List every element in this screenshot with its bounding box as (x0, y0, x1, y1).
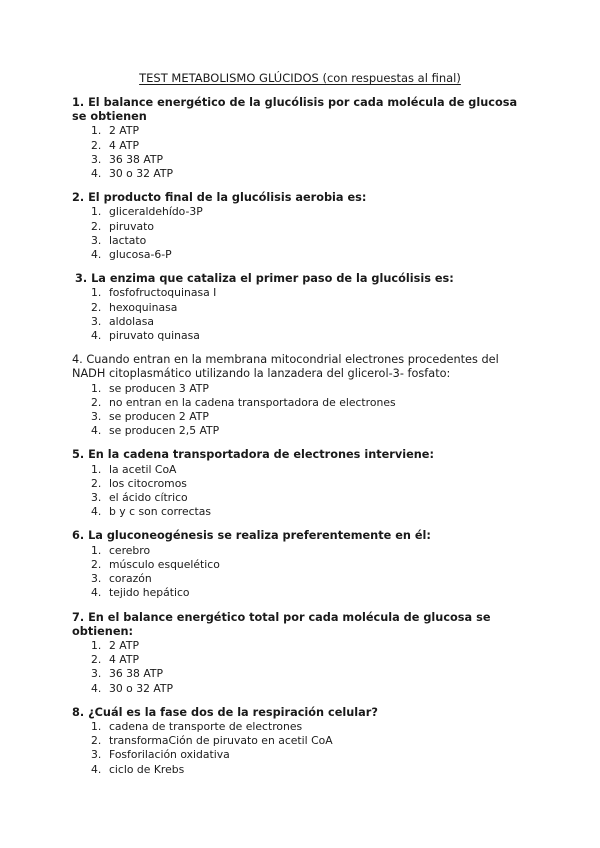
question-7 (72, 611, 522, 696)
option-item (72, 396, 522, 410)
option-item (72, 558, 522, 572)
question-4 (72, 353, 522, 438)
option-text: 30 o 32 ATP (109, 681, 174, 695)
question-text: 5. En la cadena transportadora de electrones interviene: (72, 448, 434, 462)
option-text: gliceraldehído-3P (109, 205, 203, 219)
option-number: 2. (91, 395, 102, 409)
option-text: se producen 2 ATP (109, 410, 209, 424)
option-number: 4. (91, 505, 102, 519)
option-item (72, 124, 522, 138)
option-text: 4 ATP (109, 653, 139, 667)
question-5 (72, 448, 522, 519)
option-text: se producen 2,5 ATP (109, 424, 220, 438)
option-number: 2. (91, 138, 102, 152)
option-text: 30 o 32 ATP (109, 167, 174, 181)
option-item (72, 667, 522, 681)
option-text: glucosa-6-P (109, 248, 172, 262)
option-number: 3. (91, 152, 102, 166)
option-number: 4. (91, 424, 102, 438)
option-text: la acetil CoA (109, 462, 177, 476)
option-item (72, 286, 522, 300)
question-3 (72, 272, 522, 343)
option-text: 2 ATP (109, 638, 139, 652)
option-text: cerebro (109, 543, 151, 557)
option-item (72, 639, 522, 653)
option-item (72, 491, 522, 505)
option-item (72, 653, 522, 667)
option-number: 2. (91, 300, 102, 314)
option-list (72, 463, 522, 520)
option-number: 3. (91, 667, 102, 681)
question-text: 2. El producto final de la glucólisis aerobia es: (72, 191, 367, 205)
option-item (72, 382, 522, 396)
option-item (72, 572, 522, 586)
question-text: 4. Cuando entran en la membrana mitocondrial electrones procedentes del NADH citoplasmático utilizando la lanzadera del glicerol-3- fosfato: (72, 353, 499, 381)
option-number: 4. (91, 762, 102, 776)
option-item (72, 139, 522, 153)
option-item (72, 544, 522, 558)
option-item (72, 248, 522, 262)
question-text: 1. El balance energético de la glucólisis por cada molécula de glucosa se obtienen (72, 96, 518, 124)
option-number: 2. (91, 557, 102, 571)
option-number: 1. (91, 719, 102, 733)
option-number: 2. (91, 219, 102, 233)
option-item (72, 153, 522, 167)
option-item (72, 167, 522, 181)
option-number: 1. (91, 124, 102, 138)
question-text: 7. En el balance energético total por cada molécula de glucosa se obtienen: (72, 610, 491, 638)
option-number: 4. (91, 586, 102, 600)
option-number: 4. (91, 167, 102, 181)
option-text: corazón (109, 572, 152, 586)
option-number: 1. (91, 205, 102, 219)
option-list (72, 639, 522, 696)
option-item (72, 205, 522, 219)
option-number: 1. (91, 462, 102, 476)
option-text: 4 ATP (109, 138, 139, 152)
option-number: 2. (91, 476, 102, 490)
option-text: piruvato (109, 219, 154, 233)
option-item (72, 315, 522, 329)
option-item (72, 220, 522, 234)
option-text: Fosforilación oxidativa (109, 748, 230, 762)
option-text: los citocromos (109, 476, 187, 490)
document-title (0, 70, 600, 86)
option-text: ciclo de Krebs (109, 762, 185, 776)
option-number: 1. (91, 543, 102, 557)
option-number: 2. (91, 653, 102, 667)
option-text: se producen 3 ATP (109, 381, 209, 395)
option-item (72, 301, 522, 315)
option-text: aldolasa (109, 314, 154, 328)
option-number: 4. (91, 681, 102, 695)
question-text: 6. La gluconeogénesis se realiza preferentemente en él: (72, 529, 431, 543)
option-list (72, 382, 522, 439)
option-number: 2. (91, 734, 102, 748)
option-list (72, 544, 522, 601)
option-text: 2 ATP (109, 124, 139, 138)
option-item (72, 763, 522, 777)
option-number: 4. (91, 248, 102, 262)
option-text: músculo esquelético (109, 557, 220, 571)
question-list (72, 96, 522, 787)
option-text: piruvato quinasa (109, 329, 200, 343)
option-item (72, 410, 522, 424)
option-list (72, 720, 522, 777)
question-2 (72, 191, 522, 262)
option-number: 3. (91, 491, 102, 505)
question-6 (72, 529, 522, 600)
option-text: 36 38 ATP (109, 152, 163, 166)
option-number: 3. (91, 410, 102, 424)
option-item (72, 234, 522, 248)
option-text: el ácido cítrico (109, 491, 188, 505)
option-item (72, 424, 522, 438)
option-list (72, 286, 522, 343)
option-number: 3. (91, 748, 102, 762)
option-item (72, 586, 522, 600)
question-text: 8. ¿Cuál es la fase dos de la respiración celular? (72, 705, 378, 719)
option-number: 3. (91, 233, 102, 247)
option-list (72, 205, 522, 262)
option-text: 36 38 ATP (109, 667, 163, 681)
option-text: tejido hepático (109, 586, 190, 600)
option-number: 1. (91, 381, 102, 395)
option-item (72, 748, 522, 762)
option-number: 1. (91, 286, 102, 300)
option-text: cadena de transporte de electrones (109, 719, 303, 733)
option-item (72, 505, 522, 519)
option-item (72, 463, 522, 477)
option-item (72, 477, 522, 491)
question-8 (72, 706, 522, 777)
option-text: fosfofructoquinasa I (109, 286, 217, 300)
option-number: 1. (91, 638, 102, 652)
option-text: b y c son correctas (109, 505, 212, 519)
option-text: transformaCión de piruvato en acetil CoA (109, 734, 333, 748)
option-number: 4. (91, 329, 102, 343)
question-text: 3. La enzima que cataliza el primer paso de la glucólisis es: (75, 272, 454, 286)
document-title-text: TEST METABOLISMO GLÚCIDOS (con respuestas al final) (139, 71, 461, 85)
option-text: lactato (109, 233, 147, 247)
option-text: no entran en la cadena transportadora de electrones (109, 395, 396, 409)
option-item (72, 734, 522, 748)
option-number: 3. (91, 572, 102, 586)
question-1 (72, 96, 522, 181)
option-item (72, 329, 522, 343)
option-item (72, 682, 522, 696)
option-list (72, 124, 522, 181)
option-number: 3. (91, 314, 102, 328)
option-item (72, 720, 522, 734)
option-text: hexoquinasa (109, 300, 178, 314)
